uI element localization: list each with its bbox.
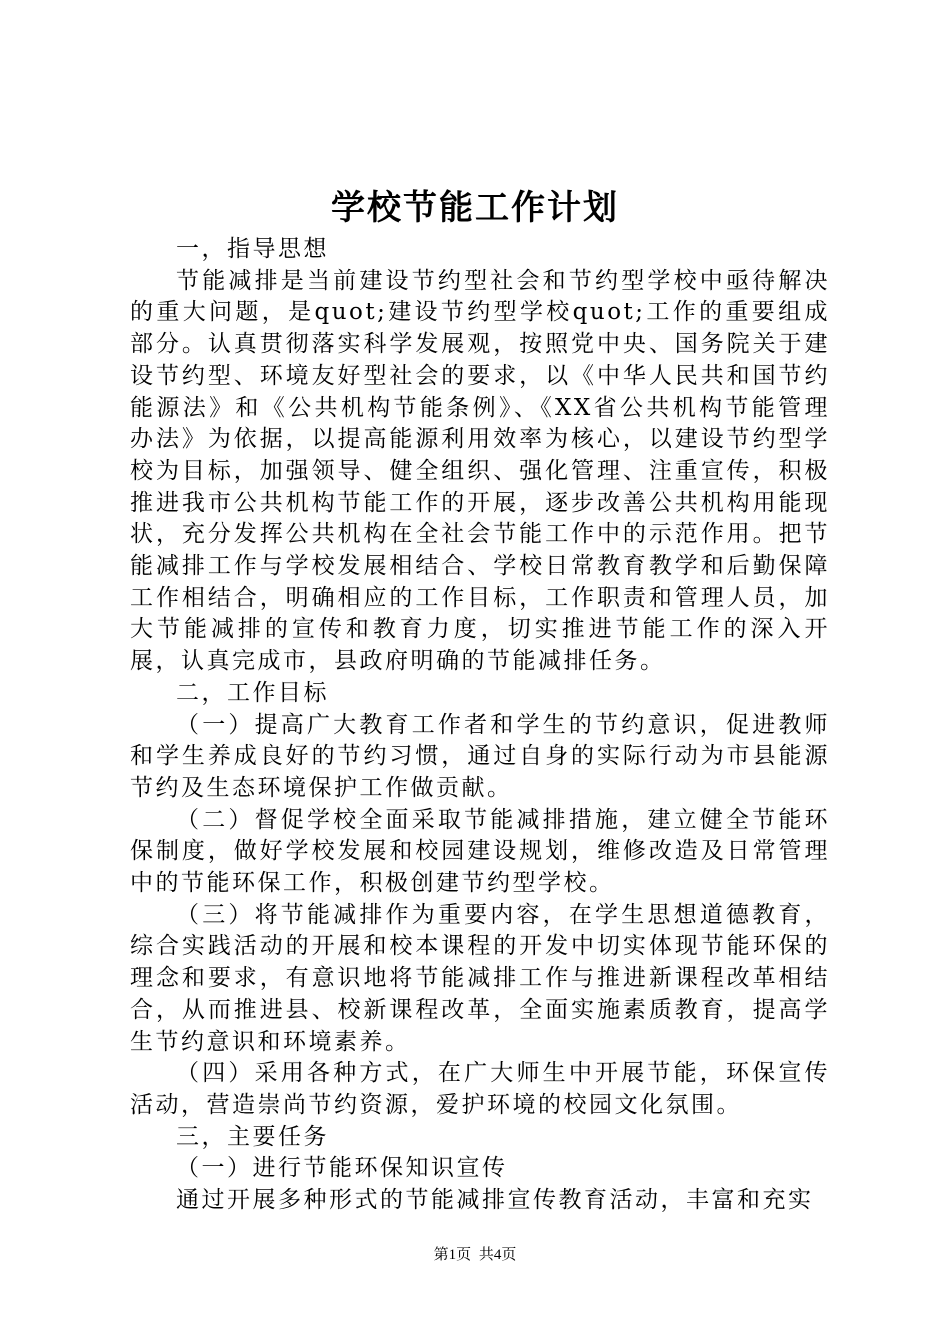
page-number: 第1页 [433,1247,472,1263]
paragraph: 节能减排是当前建设节约型社会和节约型学校中亟待解决的重大问题，是quot;建设节约型学校quot;工作的重要组成部分。认真贯彻落实科学发展观，按照党中央、国务院关于建设节约型、环境友好型社会的要求，以《中华人民共和国节约能源法》和《公共机构节能条例》、《XX省公共机构节能管理办法》为依据，以提高能源利用效率为核心，以建设节约型学校为目标，加强领导、健全组织、强化管理、注重宣传，积极推进我市公共机构节能工作的开展，逐步改善公共机构用能现状，充分发挥公共机构在全社会节能工作中的示范作用。把节能减排工作与学校发展相结合、学校日常教育教学和后勤保障工作相结合，明确相应的工作目标，工作职责和管理人员，加大节能减排的宣传和教育力度，切实推进节能工作的深入开展，认真完成市，县政府明确的节能减排任务。 [130,267,830,675]
page-total: 共4页 [478,1247,517,1263]
section-heading: 一，指导思想 [176,236,329,262]
document-title: 学校节能工作计划 [331,188,619,228]
paragraph: （一）提高广大教育工作者和学生的节约意识，促进教师和学生养成良好的节约习惯，通过自身的实际行动为市县能源节约及生态环境保护工作做贡献。 [130,711,830,801]
section-heading: 三，主要任务 [176,1123,329,1150]
paragraph: （二）督促学校全面采取节能减排措施，建立健全节能环保制度，做好学校发展和校园建设规划，维修改造及日常管理中的节能环保工作，积极创建节约型学校。 [130,806,830,897]
paragraph: （四）采用各种方式，在广大师生中开展节能，环保宣传活动，营造崇尚节约资源，爱护环境的校园文化氛围。 [130,1060,830,1118]
page-footer [0,1245,950,1265]
subsection-heading: （一）进行节能环保知识宣传 [176,1155,508,1182]
document-body [130,234,830,1217]
paragraph: （三）将节能减排作为重要内容，在学生思想道德教育，综合实践活动的开展和校本课程的开发中切实体现节能环保的理念和要求，有意识地将节能减排工作与推进新课程改革相结合，从而推进县、校新课程改革，全面实施素质教育，提高学生节约意识和环境素养。 [130,901,830,1055]
paragraph: 通过开展多种形式的节能减排宣传教育活动，丰富和充实 [176,1187,814,1214]
section-heading: 二，工作目标 [176,679,329,706]
